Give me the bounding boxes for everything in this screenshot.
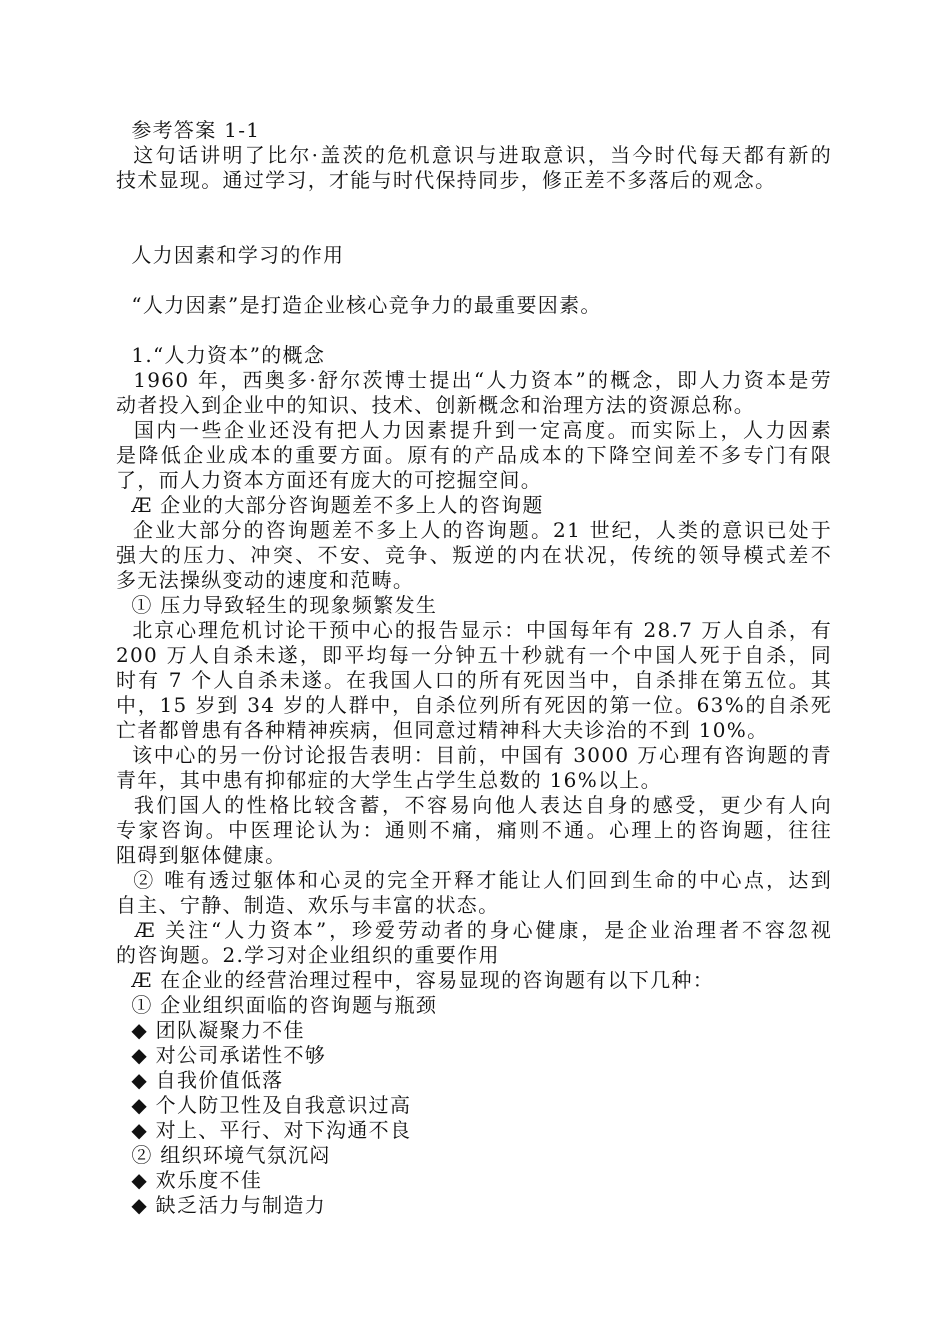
subheading: Æ 企业的大部分咨询题差不多上人的咨询题 — [116, 493, 544, 517]
blank-line — [116, 318, 832, 343]
document-body — [116, 118, 832, 1218]
blank-line — [116, 218, 832, 243]
blank-line — [116, 268, 832, 293]
bullet-item: ◆ 欢乐度不佳 — [116, 1168, 263, 1192]
text-line: “人力因素”是打造企业核心竞争力的最重要因素。 — [116, 293, 602, 317]
text-line: 青年，其中患有抑郁症的大学生占学生总数的 16%以上。 — [116, 768, 662, 792]
text-line: 中，15 岁到 34 岁的人群中，自杀位列所有死因的第一位。63%的自杀死 — [116, 693, 832, 717]
bullet-item: ◆ 自我价值低落 — [116, 1068, 284, 1092]
text-line: 1960 年，西奥多·舒尔茨博士提出“人力资本”的概念，即人力资本是劳 — [116, 368, 832, 392]
text-line: 北京心理危机讨论干预中心的报告显示：中国每年有 28.7 万人自杀，有 — [116, 618, 832, 642]
text-line: 是降低企业成本的重要方面。原有的产品成本的下降空间差不多专门有限 — [116, 443, 832, 467]
text-line: 自主、宁静、制造、欢乐与丰富的状态。 — [116, 893, 500, 917]
subheading: 1.“人力资本”的概念 — [116, 343, 326, 367]
text-line: 我们国人的性格比较含蓄，不容易向他人表达自身的感受，更少有人向 — [116, 793, 832, 817]
subheading: ① 压力导致轻生的现象频繁发生 — [116, 593, 438, 617]
list-heading: ① 企业组织面临的咨询题与瓶颈 — [116, 993, 438, 1017]
text-line: Æ 关注“人力资本”，珍爱劳动者的身心健康，是企业治理者不容忽视 — [116, 918, 832, 942]
section-title: 人力因素和学习的作用 — [116, 243, 345, 267]
text-line: 阻碍到躯体健康。 — [116, 843, 287, 867]
text-line: 200 万人自杀未遂，即平均每一分钟五十秒就有一个中国人死于自杀，同 — [116, 643, 832, 667]
text-line: Æ 在企业的经营治理过程中，容易显现的咨询题有以下几种： — [116, 968, 715, 992]
text-line: 多无法操纵变动的速度和范畴。 — [116, 568, 415, 592]
text-line: 企业大部分的咨询题差不多上人的咨询题。21 世纪，人类的意识已处于 — [116, 518, 832, 542]
text-line: 专家咨询。中医理论认为：通则不痛，痛则不通。心理上的咨询题，往往 — [116, 818, 832, 842]
text-line: 了，而人力资本方面还有庞大的可挖掘空间。 — [116, 468, 542, 492]
bullet-item: ◆ 对公司承诺性不够 — [116, 1043, 327, 1067]
text-line: 强大的压力、冲突、不安、竞争、叛逆的内在状况，传统的领导模式差不 — [116, 543, 832, 567]
bullet-item: ◆ 个人防卫性及自我意识过高 — [116, 1093, 412, 1117]
bullet-item: ◆ 对上、平行、对下沟通不良 — [116, 1118, 412, 1142]
blank-line — [116, 193, 832, 218]
text-line: 时有 7 个人自杀未遂。在我国人口的所有死因当中，自杀排在第五位。其 — [116, 668, 832, 692]
text-line: 动者投入到企业中的知识、技术、创新概念和治理方法的资源总称。 — [116, 393, 755, 417]
text-line: 的咨询题。2.学习对企业组织的重要作用 — [116, 943, 500, 967]
bullet-item: ◆ 缺乏活力与制造力 — [116, 1193, 327, 1217]
bullet-item: ◆ 团队凝聚力不佳 — [116, 1018, 305, 1042]
heading-answer: 参考答案 1-1 — [116, 118, 261, 142]
text-line: 国内一些企业还没有把人力因素提升到一定高度。而实际上，人力因素 — [116, 418, 832, 442]
text-line: 该中心的另一份讨论报告表明：目前，中国有 3000 万心理有咨询题的青 — [116, 743, 832, 767]
text-line: 这句话讲明了比尔·盖茨的危机意识与进取意识，当今时代每天都有新的 — [116, 143, 832, 167]
text-line: 亡者都曾患有各种精神疾病，但同意过精神科大夫诊治的不到 10%。 — [116, 718, 769, 742]
text-line: 技术显现。通过学习，才能与时代保持同步，修正差不多落后的观念。 — [116, 168, 777, 192]
text-line: ② 唯有透过躯体和心灵的完全开释才能让人们回到生命的中心点，达到 — [116, 868, 832, 892]
list-heading: ② 组织环境气氛沉闷 — [116, 1143, 331, 1167]
